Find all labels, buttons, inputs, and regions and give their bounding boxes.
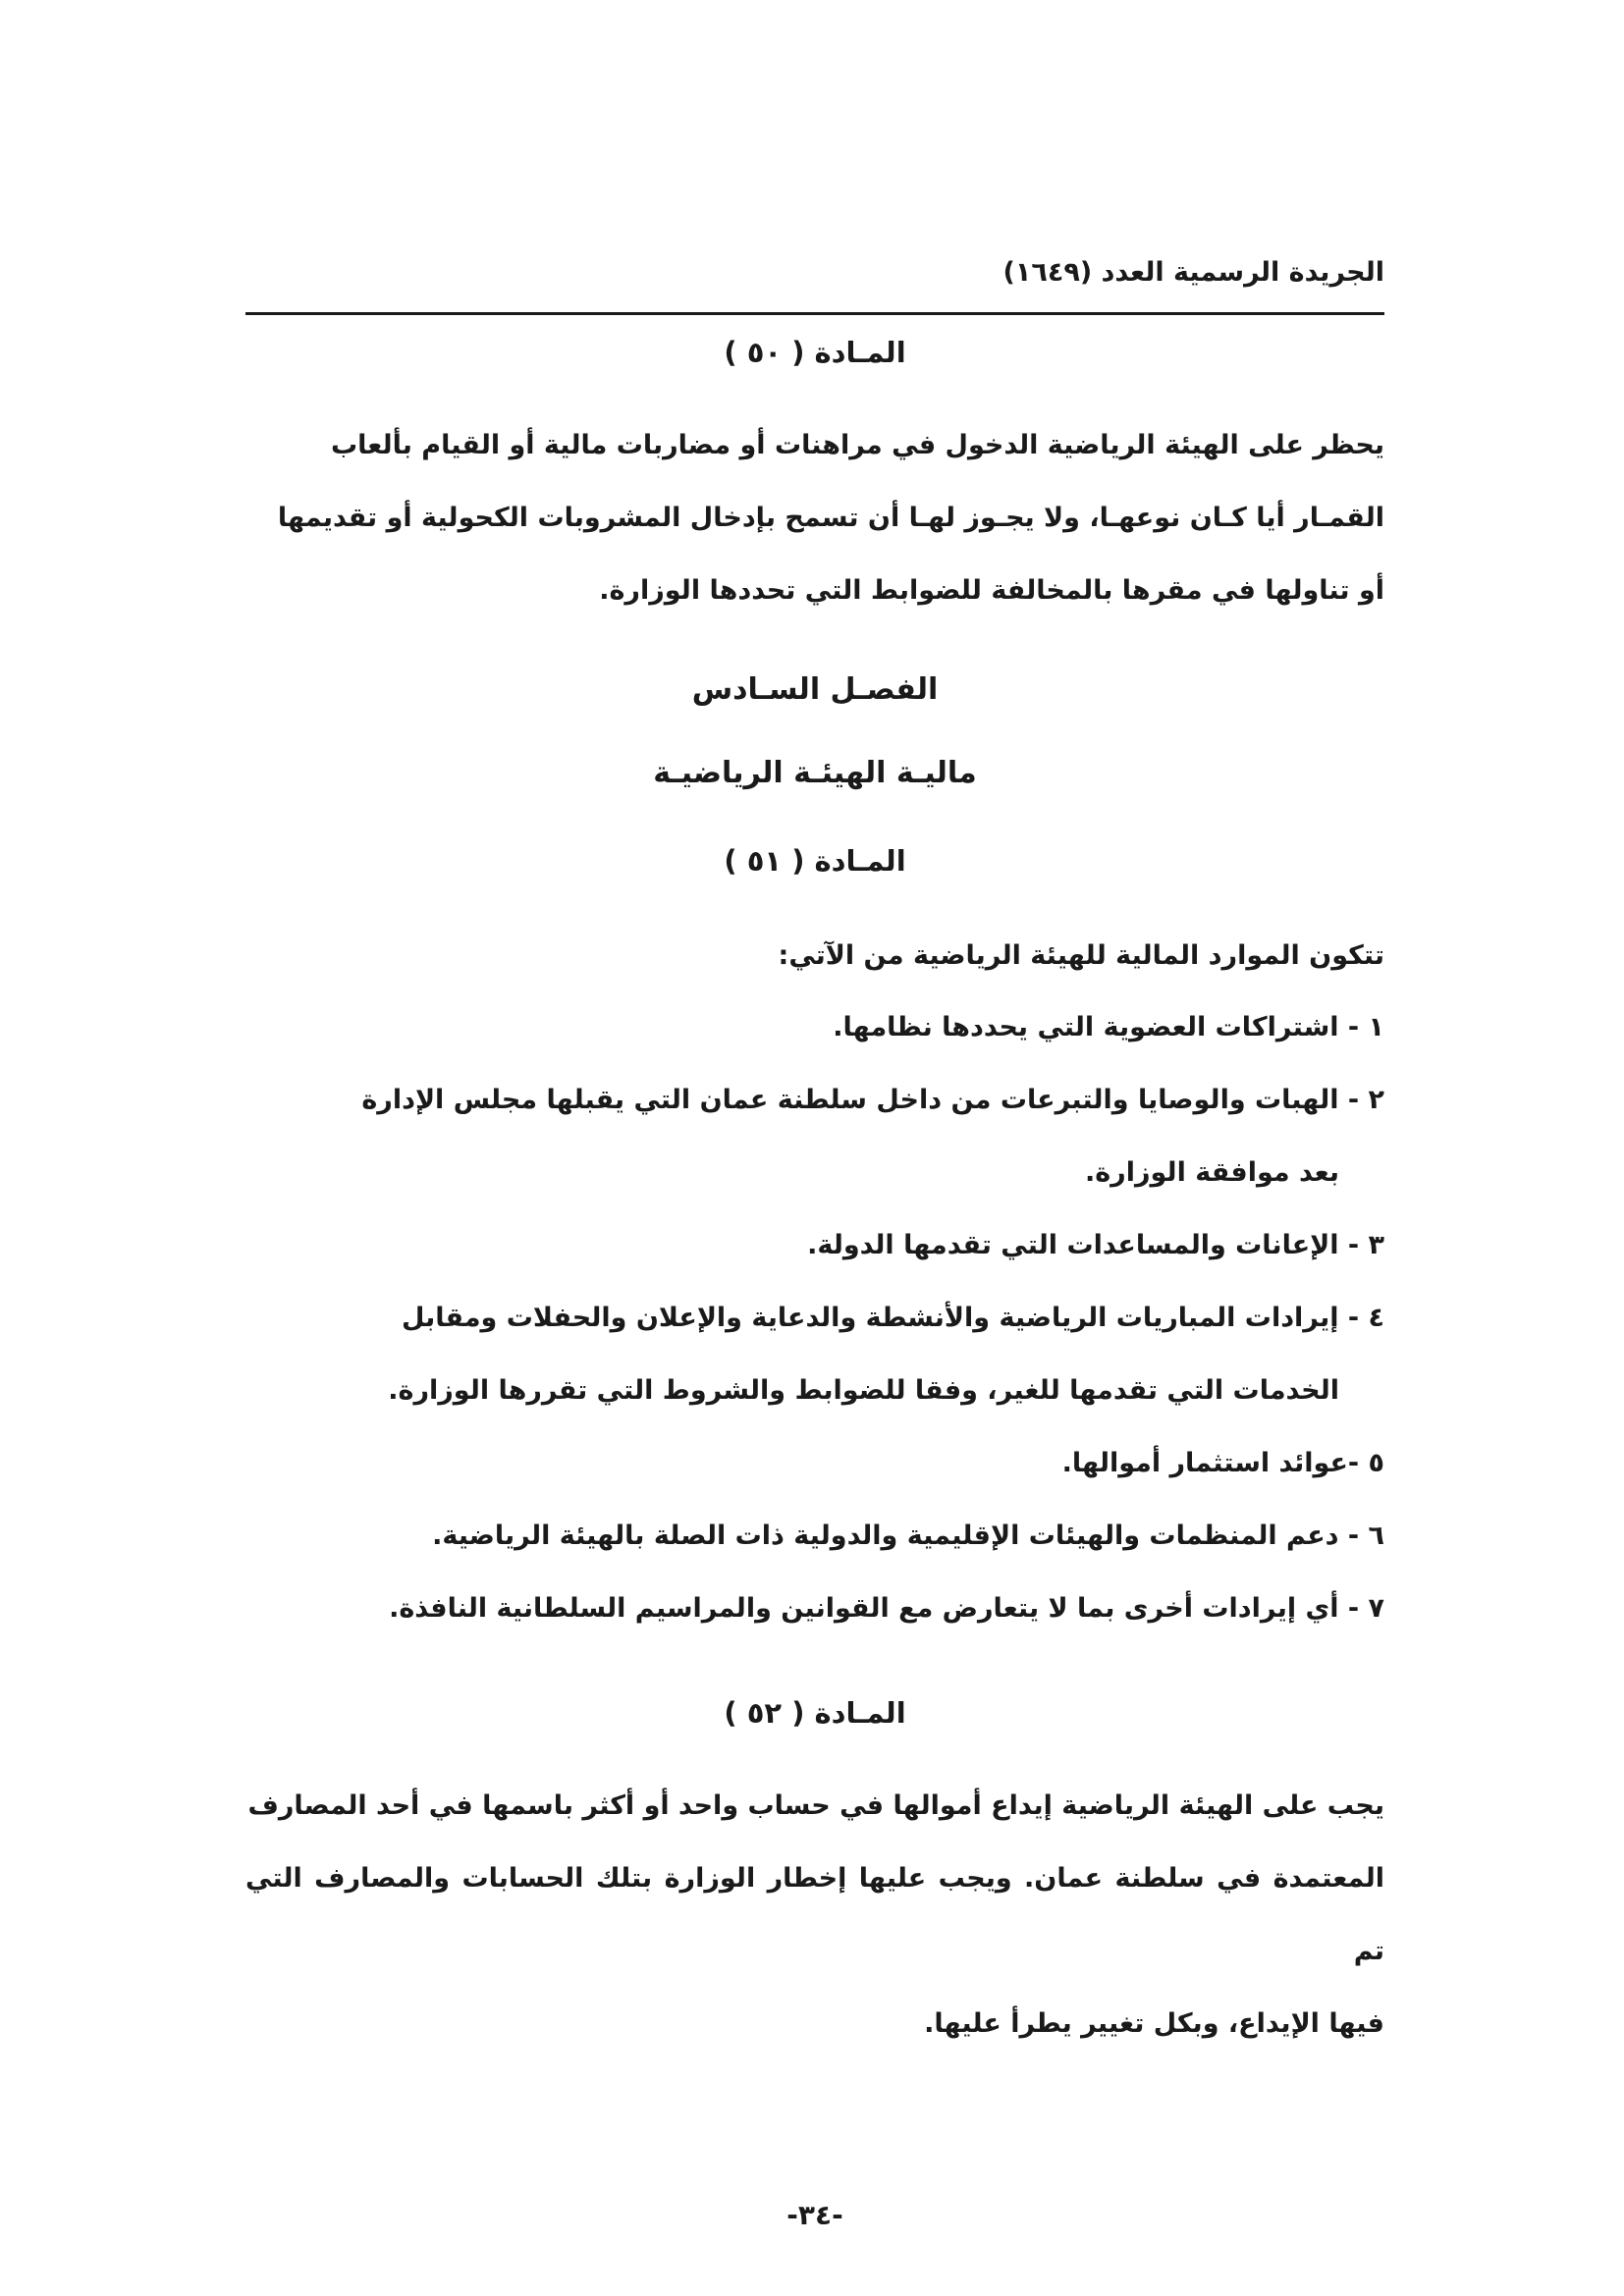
list-item: ١ - اشتراكات العضوية التي يحددها نظامها. (833, 1012, 1384, 1042)
page-number: -٣٤- (786, 2199, 843, 2231)
article-51-intro: تتكون الموارد المالية للهيئة الرياضية من الآتي: (778, 940, 1384, 971)
article-50-heading: المـادة ( ٥٠ ) (724, 336, 906, 369)
article-50-body (245, 409, 1384, 627)
list-item: ٢ - الهبات والوصايا والتبرعات من داخل سلطنة عمان التي يقبلها مجلس الإدارة (361, 1085, 1384, 1115)
list-item: ٤ - إيرادات المباريات الرياضية والأنشطة والدعاية والإعلان والحفلات ومقابل (402, 1303, 1384, 1333)
list-item-continuation: الخدمات التي تقدمها للغير، وفقا للضوابط والشروط التي تقررها الوزارة. (388, 1375, 1339, 1406)
article-52-line: المعتمدة في سلطنة عمان. ويجب عليها إخطار الوزارة بتلك الحسابات والمصارف التي تم (245, 1863, 1384, 1966)
article-50-line: أو تناولها في مقرها بالمخالفة للضوابط التي تحددها الوزارة. (599, 575, 1384, 606)
list-item-continuation: بعد موافقة الوزارة. (1084, 1157, 1339, 1188)
article-50-line: القمـار أيا كـان نوعهـا، ولا يجـوز لهـا أن تسمح بإدخال المشروبات الكحولية أو تقديمها (277, 503, 1384, 533)
chapter-subtitle: ماليـة الهيئـة الرياضيـة (653, 756, 977, 790)
article-51-heading: المـادة ( ٥١ ) (724, 844, 906, 878)
article-51-items (245, 991, 1384, 1645)
header-divider (245, 312, 1384, 315)
article-52-line: فيها الإيداع، وبكل تغيير يطرأ عليها. (924, 2008, 1384, 2039)
list-item: ٥ -عوائد استثمار أموالها. (1061, 1448, 1384, 1478)
article-50-line: يحظر على الهيئة الرياضية الدخول في مراهنات أو مضاربات مالية أو القيام بألعاب (330, 430, 1384, 460)
list-item: ٣ - الإعانات والمساعدات التي تقدمها الدولة. (807, 1230, 1384, 1260)
list-item: ٧ - أي إيرادات أخرى بما لا يتعارض مع القوانين والمراسيم السلطانية النافذة. (389, 1593, 1384, 1624)
article-52-line: يجب على الهيئة الرياضية إيداع أموالها في حساب واحد أو أكثر باسمها في أحد المصارف (247, 1790, 1384, 1821)
chapter-title: الفصـل السـادس (691, 672, 939, 707)
list-item: ٦ - دعم المنظمات والهيئات الإقليمية والدولية ذات الصلة بالهيئة الرياضية. (432, 1521, 1384, 1551)
article-52-body (245, 1770, 1384, 2060)
gazette-header: الجريدة الرسمية العدد (١٦٤٩) (1002, 257, 1384, 288)
article-52-heading: المـادة ( ٥٢ ) (724, 1696, 906, 1730)
